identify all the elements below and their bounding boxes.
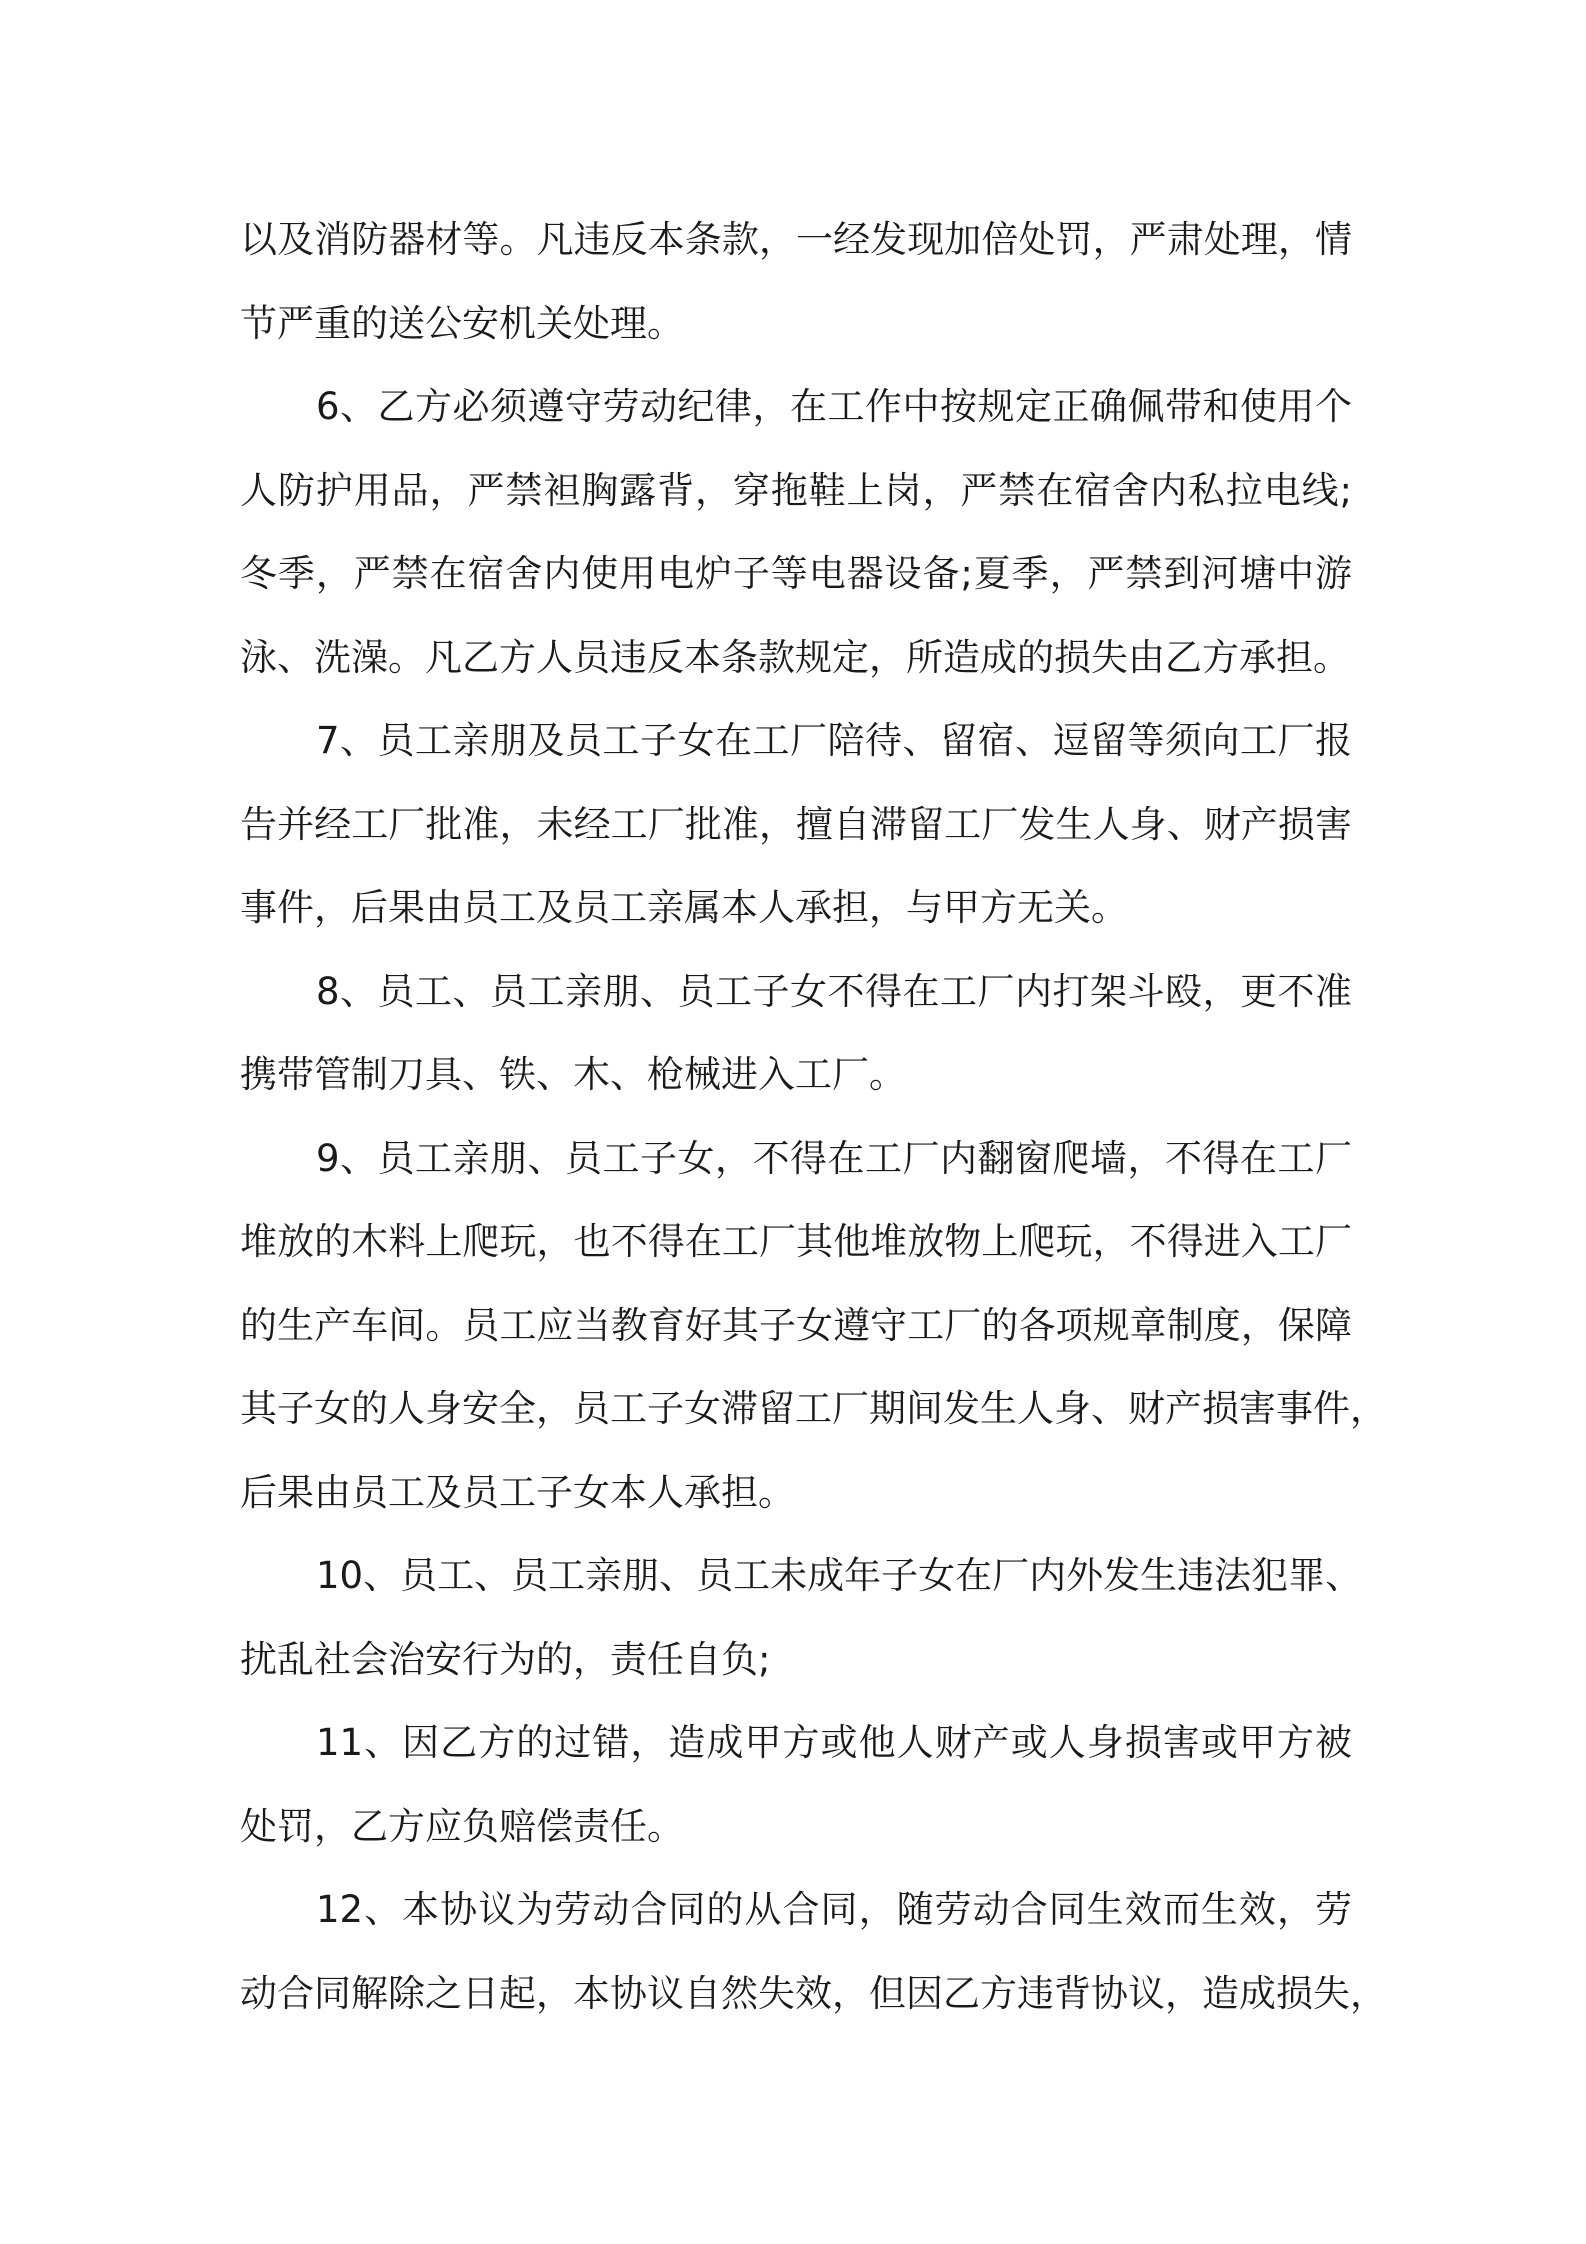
text-line: 9、员工亲朋、员工子女，不得在工厂内翻窗爬墙，不得在工厂 (316, 1136, 1352, 1180)
text-line: 8、员工、员工亲朋、员工子女不得在工厂内打架斗殴，更不准 (316, 969, 1352, 1013)
paragraph-p10 (240, 1534, 1363, 1701)
text-line: 冬季，严禁在宿舍内使用电炉子等电器设备;夏季，严禁到河塘中游 (240, 552, 1352, 595)
paragraph-p8 (240, 950, 1352, 1117)
paragraph-p6 (240, 365, 1352, 699)
paragraph-p12 (240, 1868, 1387, 2035)
document-body (240, 198, 1387, 2035)
text-line: 泳、洗澡。凡乙方人员违反本条款规定，所造成的损失由乙方承担。 (240, 635, 1350, 679)
text-line: 其子女的人身安全，员工子女滞留工厂期间发生人身、财产损害事件， (240, 1387, 1387, 1430)
text-line: 事件，后果由员工及员工亲属本人承担，与甲方无关。 (240, 886, 1128, 929)
text-line: 堆放的木料上爬玩，也不得在工厂其他堆放物上爬玩，不得进入工厂 (240, 1220, 1352, 1263)
text-line: 节严重的送公安机关处理。 (240, 301, 684, 345)
text-line: 告并经工厂批准，未经工厂批准，擅自滞留工厂发生人身、财产损害 (240, 802, 1352, 846)
paragraph-p-cont (240, 198, 1352, 365)
paragraph-p9 (240, 1117, 1387, 1535)
text-line: 处罚，乙方应负赔偿责任。 (240, 1804, 684, 1848)
text-line: 动合同解除之日起，本协议自然失效，但因乙方违背协议，造成损失， (240, 1971, 1387, 2015)
text-line: 携带管制刀具、铁、木、枪械进入工厂。 (240, 1053, 906, 1096)
text-line: 7、员工亲朋及员工子女在工厂陪待、留宿、逗留等须向工厂报 (316, 719, 1352, 762)
text-line: 后果由员工及员工子女本人承担。 (240, 1470, 795, 1514)
text-line: 以及消防器材等。凡违反本条款，一经发现加倍处罚，严肃处理，情 (240, 218, 1352, 261)
text-line: 人防护用品，严禁袒胸露背，穿拖鞋上岗，严禁在宿舍内私拉电线; (240, 468, 1352, 512)
paragraph-p7 (240, 699, 1352, 950)
text-line: 扰乱社会治安行为的，责任自负; (240, 1637, 771, 1681)
text-line: 11、因乙方的过错，造成甲方或他人财产或人身损害或甲方被 (316, 1721, 1352, 1764)
text-line: 12、本协议为劳动合同的从合同，随劳动合同生效而生效，劳 (316, 1888, 1352, 1931)
text-line: 的生产车间。员工应当教育好其子女遵守工厂的各项规章制度，保障 (240, 1303, 1352, 1347)
text-line: 10、员工、员工亲朋、员工未成年子女在厂内外发生违法犯罪、 (316, 1554, 1363, 1597)
text-line: 6、乙方必须遵守劳动纪律，在工作中按规定正确佩带和使用个 (316, 385, 1352, 428)
paragraph-p11 (240, 1701, 1352, 1868)
